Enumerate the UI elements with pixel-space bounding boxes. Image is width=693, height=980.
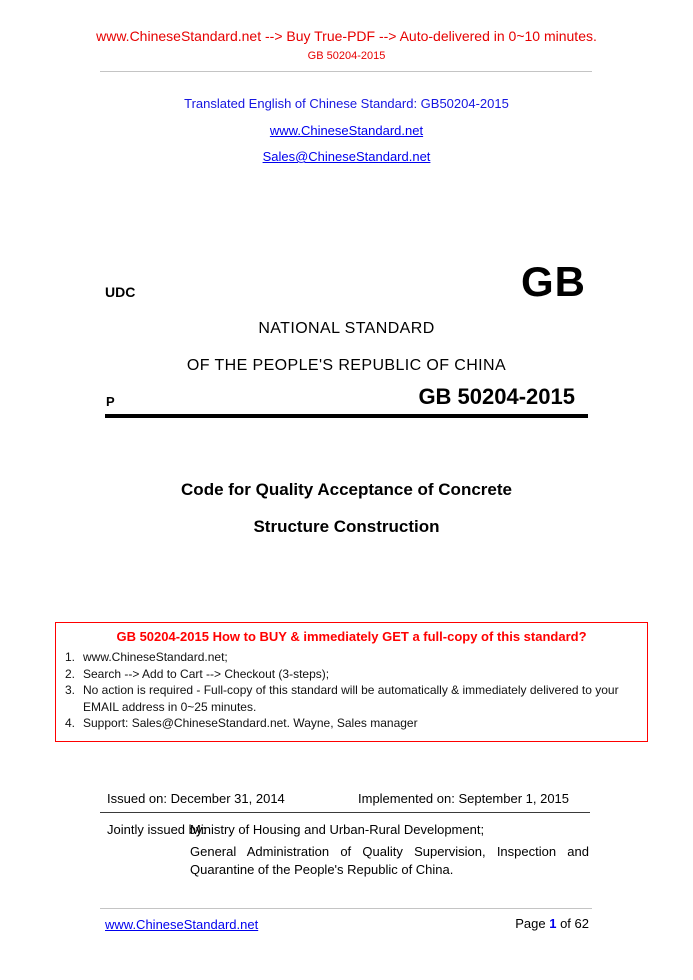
- gb-logo: GB: [521, 258, 586, 305]
- udc-label: UDC: [105, 284, 136, 300]
- issued-date: Issued on: December 31, 2014: [107, 791, 285, 806]
- standard-code: GB 50204-2015: [418, 384, 575, 409]
- buy-step-2: [65, 666, 638, 683]
- doc-title-line2: Structure Construction: [253, 517, 440, 536]
- buy-step-1-text: www.ChineseStandard.net;: [83, 650, 228, 664]
- footer-website-link[interactable]: www.ChineseStandard.net: [105, 917, 259, 932]
- doc-title-line1: Code for Quality Acceptance of Concrete: [181, 480, 512, 499]
- footer-divider: [100, 908, 592, 909]
- header-divider: [100, 71, 592, 72]
- buy-step-4-text: Support: Sales@ChineseStandard.net. Wayne, Sales manager: [83, 716, 418, 730]
- buy-step-4-number: 4.: [65, 716, 76, 730]
- page-indicator: [515, 916, 589, 931]
- website-link-row: [0, 122, 693, 140]
- issuer-gaqsiq: General Administration of Quality Supervision, Inspection and Quarantine of the People's Republic of China.: [190, 844, 589, 877]
- buy-step-2-number: 2.: [65, 666, 76, 681]
- issuer-ministry: Ministry of Housing and Urban-Rural Development;: [190, 822, 485, 837]
- page-total: of 62: [560, 916, 589, 931]
- buy-step-3: [65, 682, 638, 715]
- page-number: 1: [549, 916, 557, 931]
- footer-link-row: [105, 916, 258, 934]
- promo-banner: www.ChineseStandard.net --> Buy True-PDF --> Auto-delivered in 0~10 minutes.: [96, 28, 597, 44]
- national-standard-line: NATIONAL STANDARD: [258, 320, 435, 337]
- buy-step-4: [65, 715, 638, 732]
- translated-note: Translated English of Chinese Standard: GB50204-2015: [184, 96, 509, 111]
- jointly-issued-label: Jointly issued by:: [107, 822, 206, 837]
- buy-info-box: [55, 622, 648, 742]
- email-link[interactable]: Sales@ChineseStandard.net: [262, 149, 431, 164]
- email-link-row: [0, 148, 693, 166]
- code-underline: [105, 414, 588, 418]
- buy-box-title: GB 50204-2015 How to BUY & immediately GET a full-copy of this standard?: [116, 629, 587, 644]
- buy-step-3-text: No action is required - Full-copy of this standard will be automatically & immediately delivered to your EMAIL address in 0~25 minutes.: [83, 683, 619, 714]
- buy-step-1: [65, 649, 638, 666]
- buy-step-1-number: 1.: [65, 650, 76, 664]
- header-standard-code: GB 50204-2015: [307, 50, 386, 62]
- p-label: P: [106, 394, 115, 409]
- implemented-date: Implemented on: September 1, 2015: [358, 791, 570, 806]
- website-link[interactable]: www.ChineseStandard.net: [269, 123, 424, 138]
- prc-line: OF THE PEOPLE'S REPUBLIC OF CHINA: [186, 357, 507, 374]
- page-word: Page: [515, 916, 546, 931]
- issue-divider: [100, 812, 590, 813]
- buy-step-2-text: Search --> Add to Cart --> Checkout (3-steps);: [83, 666, 330, 681]
- buy-step-3-number: 3.: [65, 683, 76, 697]
